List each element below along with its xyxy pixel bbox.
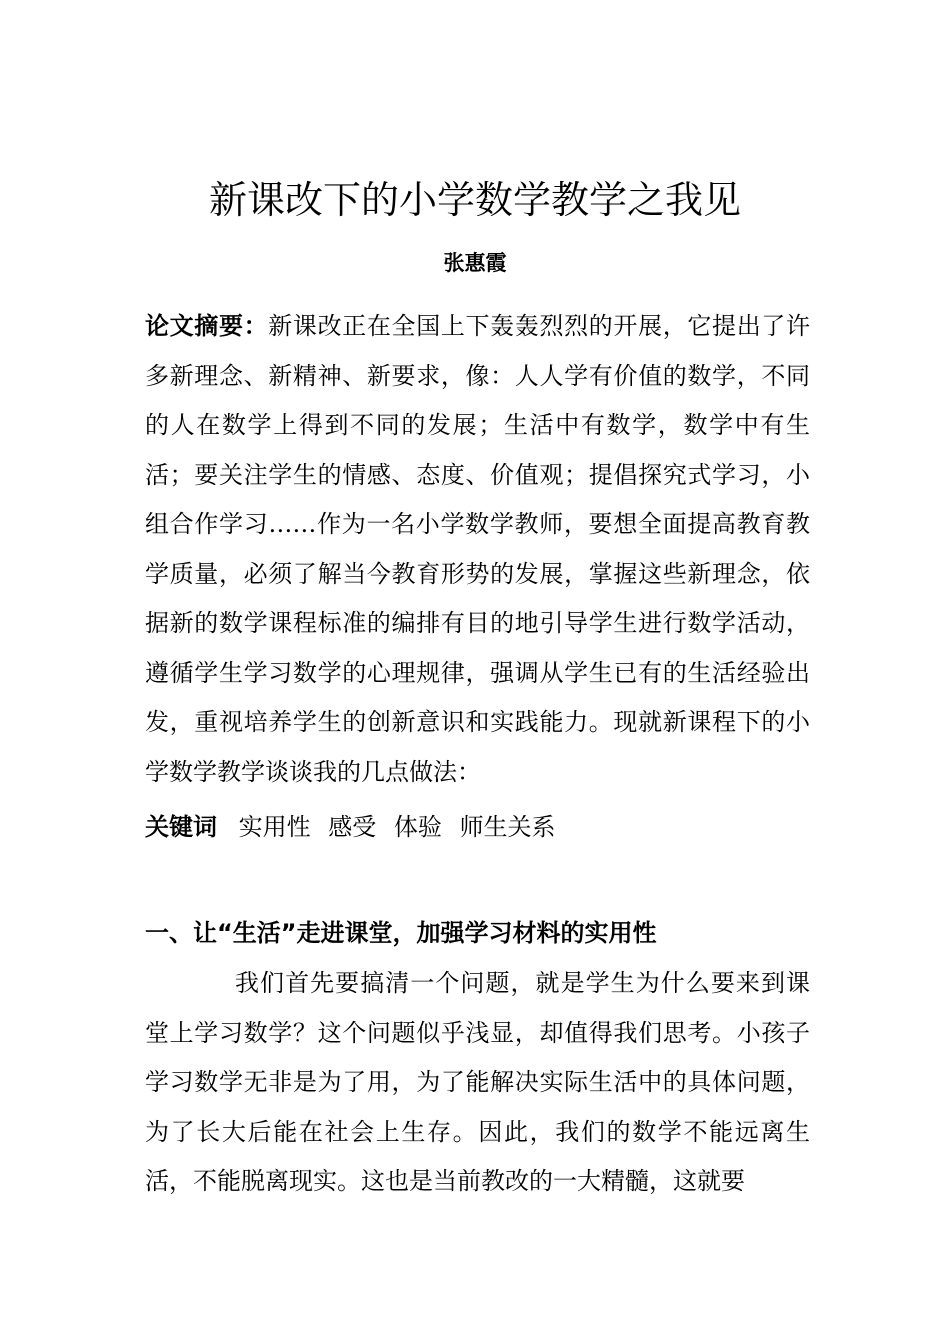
abstract-label: 论文摘要： — [145, 312, 269, 340]
abstract-paragraph — [145, 302, 810, 797]
document-title: 新课改下的小学数学教学之我见 — [208, 178, 741, 222]
section-heading: 一、让“生活”走进课堂，加强学习材料的实用性 — [145, 919, 657, 947]
author-name: 张惠霞 — [443, 251, 507, 275]
keyword-item: 实用性 — [238, 813, 311, 841]
keyword-item: 体验 — [393, 813, 442, 841]
keywords-line — [145, 807, 810, 847]
keyword-item: 感受 — [328, 813, 377, 841]
keywords-label: 关键词 — [145, 813, 217, 841]
keyword-item: 师生关系 — [459, 813, 556, 841]
section-paragraph: 我们首先要搞清一个问题，就是学生为什么要来到课堂上学习数学？这个问题似乎浅显，却值得我们思考。小孩子学习数学无非是为了用，为了能解决实际生活中的具体问题，为了长大后能在社会上生存。因此，我们的数学不能远离生活，不能脱离现实。这也是当前教改的一大精髓，这就要 — [145, 969, 810, 1195]
abstract-text: 新课改正在全国上下轰轰烈烈的开展，它提出了许多新理念、新精神、新要求，像：人人学有价值的数学，不同的人在数学上得到不同的发展；生活中有数学，数学中有生活；要关注学生的情感、态度、价值观；提倡探究式学习，小组合作学习……作为一名小学数学教师，要想全面提高教育教学质量，必须了解当今教育形势的发展，掌握这些新理念，依据新的数学课程标准的编排有目的地引导学生进行数学活动，遵循学生学习数学的心理规律，强调从学生已有的生活经验出发，重视培养学生的创新意识和实践能力。现就新课程下的小学数学教学谈谈我的几点做法： — [145, 312, 811, 786]
